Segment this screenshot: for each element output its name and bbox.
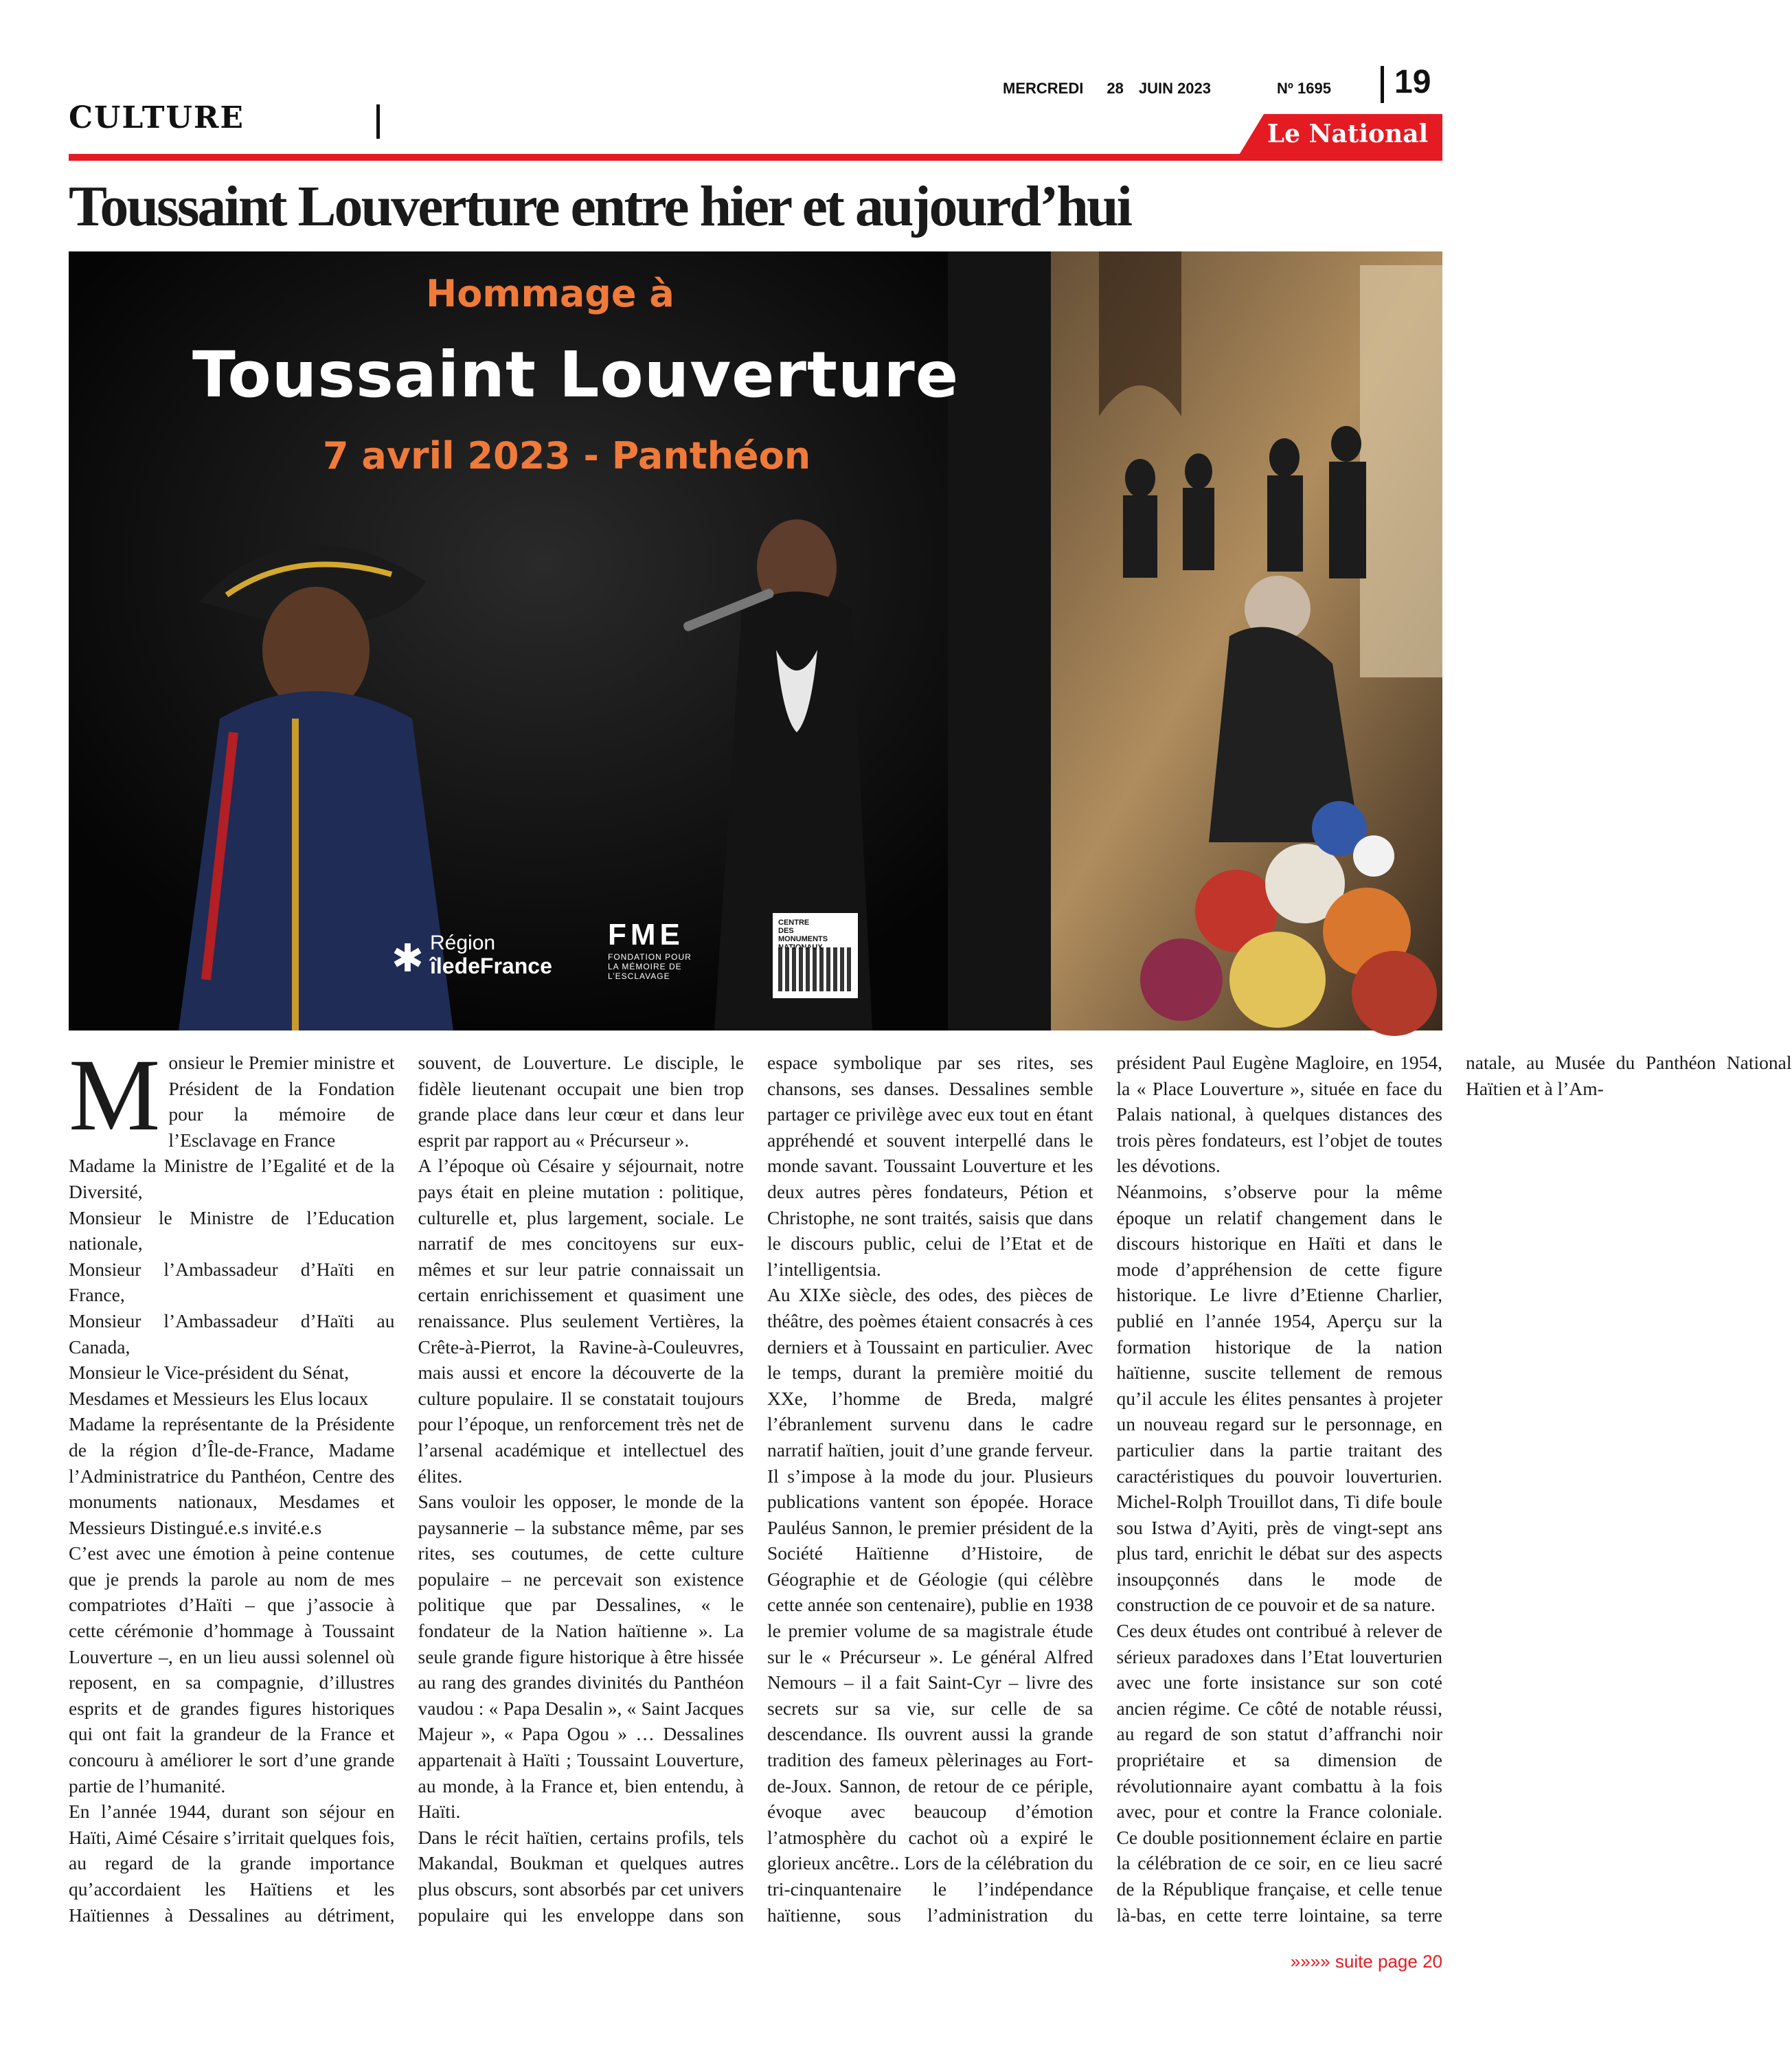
article-paragraph: Monsieur l’Ambassadeur d’Haïti au Canada, [69,1309,395,1358]
article-paragraph: Au XIXe siècle, des odes, des pièces de théâtre, des poèmes étaient consacrés à ces derniers et à Toussaint en particulier. Avec le temps, durant la première moitié du XXe, l’homme de Breda, malgré l’ébranlement survenu dans le cadre narratif haïtien, jouit d’une grande ferveur. Il s’impose à la mode du jour. Plusieurs publications vantent son épopée. Horace Pauléus Sannon, le premier président de la Société Haïtienne d’Histoire, de Géographie et de Géologie (qui célèbre cette année son centenaire), publie en 1938 le premier volume de sa magistrale étude sur le « Précurseur ». Le général Alfred Nemours – il a fait Saint-Cyr – livre des secrets sur sa vie, sur celle de sa descendance. Ils ouvrent aussi la grande tradition des fameux pèlerinages au Fort- de-Joux. Sannon, de retour de ce périple, évoque avec beaucoup d’émotion l’atmosphère du cachot où a expiré le glorieux ancêtre.. Lors de la célébration du tri-cinquantenaire le l’indépendance haïtienne, sous l’administration du président Paul Eugène Magloire, en 1954, la « Place Louverture », située en face du Palais national, à quelques distances des trois pères fondateurs, est l’objet de toutes les dévotions. [767,1052,1442,1926]
photo-caption-hommage: Hommage à [426,272,674,315]
article-paragraph: En l’année 1944, durant son séjour en Haïti, Aimé Césaire s’irritait quelques fois, au regard de la grande importance qu’accordaient les Haïtiens et les Haïtiennes à Dessalines au détriment, souvent, de Louverture. Le disciple, le fidèle lieutenant occupait une bien trop grande place dans leur cœur et dans leur esprit par rapport au « Précurseur ». [69,1052,744,1926]
issue-number: Nº 1695 [1277,80,1331,97]
paragraph-text: onsieur le Premier ministre et Président de la Fondation pour la mémoire de l’Esclavage en France [168,1052,395,1151]
article-paragraph: Monsieur le Ministre de l’Education nationale, [69,1206,395,1254]
article-paragraph: Mesdames et Messieurs les Elus locaux [69,1387,369,1409]
article-paragraph: A l’époque où Césaire y séjournait, notre pays était en pleine mutation : politique, culturelle et, plus largement, sociale. Le narratif de mes concitoyens sur eux-mêmes et sur leur patrie connaissait un certain enrichissement et quasiment une renaissance. Plus seulement Vertières, la Crête-à-Pierrot, la Ravine-à-Couleuvres, mais aussi et encore la découverte de la culture populaire. Il se constatait toujours pour l’époque, un renforcement très net de l’arsenal académique et intellectuel des élites. [418,1155,744,1487]
logo-fme-mark: FME [608,918,684,951]
page-number-divider [1381,66,1384,103]
continued-link[interactable]: »»»» suite page 20 [1290,1951,1442,1972]
article-paragraph [69,1038,395,1153]
article-paragraph: Monsieur le Vice-président du Sénat, [69,1362,349,1384]
logo-region-line2: îledeFrance [430,954,552,978]
star-icon: ✱ [392,936,424,980]
month-year: JUIN 2023 [1138,80,1212,97]
logo-cmn-line2: DES [778,927,794,935]
logo-fme-sub2: LA MÉMOIRE DE [608,962,682,971]
article-paragraph: Néanmoins, s’observe pour la même époque un relatif changement dans le discours historique en Haïti et dans le mode d’appréhension de cette figure historique. Le livre d’Etienne Charlier, publié en l’année 1954, Aperçu sur la formation historique de la nation haïtienne, suscite tellement de remous qu’il accule les élites pensantes à projeter un nouveau regard sur le personnage, en particulier dans la partie traitant des caractéristiques du pouvoir louverturien. Michel-Rolph Trouillot dans, Ti dife boule sou Istwa d’Ayiti, près de vingt-sept ans plus tard, enrichit le débat sur des aspects insoupçonnés dans le mode de construction de ce pouvoir et de sa nature. [1116,1180,1442,1616]
article-paragraph: Madame la Ministre de l’Egalité et de la Diversité, [69,1155,395,1202]
logo-region-line1: Région [430,932,496,954]
page-number: 19 [1394,64,1431,100]
logo-cmn-line1: CENTRE [778,919,810,927]
logo-cmn [773,913,858,998]
article-photo [69,251,1442,1030]
photo-caption-name: Toussaint Louverture [192,338,960,412]
day: MERCREDI [1003,80,1084,97]
article-paragraph: Madame la représentante de la Présidente de la région d’Île-de-France, Madame l’Administratrice du Panthéon, Centre des monuments nationaux, Mesdames et Messieurs Distingué.e.s invité.e.s [69,1413,395,1538]
logo-cmn-line3: MONUMENTS [778,935,828,943]
article-paragraph: Dans le récit haïtien, certains profils, tels Makandal, Boukman et quelques autres plus obscurs, sont absorbés par cet univers populaire qui les enveloppe dans son espace symbolique par ses rites, ses chansons, ses danses. Dessalines semble partager ce privilège avec eux tout en étant appréhendé et souvent interpellé dans le monde savant. Toussaint Louverture et les deux autres pères fondateurs, Pétion et Christophe, ne sont traités, saisis que dans le discours public, celui de l’Etat et de l’intelligentsia. [418,1052,1093,1926]
article-body [69,1038,1792,1950]
article-paragraph: Monsieur l’Ambassadeur d’Haïti en France, [69,1258,395,1306]
logo-cmn-text [778,919,828,951]
article-paragraph: C’est avec une émotion à peine contenue que je prends la parole au nom de mes compatriotes d’Haïti – que j’associe à cette cérémonie d’hommage à Toussaint Louverture –, en un lieu aussi solennel où reposent, en sa compagnie, d’illustres esprits et de grandes figures historiques qui ont fait la grandeur de la France et concouru à améliorer le sort d’une grande partie de l’humanité. [69,1542,395,1797]
logo-fme [608,918,692,981]
monument-pattern-icon [778,947,852,991]
header-red-rule [69,154,1442,161]
date-number: 28 [1107,80,1124,97]
logo-fme-sub1: FONDATION POUR [608,952,692,962]
article-paragraph: Ces deux études ont contribué à relever de sérieux paradoxes dans l’Etat louverturien avec une forte insistance sur son coté ancien régime. Ce côté de notable réussi, au regard de son statut d’affranchi noir propriétaire et sa dimension de révolutionnaire ayant combattu à la fois avec, pour et contre la France coloniale. Ce double positionnement éclaire en partie la célébration de ce soir, en ce lieu sacré de la République française, et celle tenue là-bas, en cette terre lointaine, sa terre natale, au Musée du Panthéon National Haïtien et à l’Am- [1116,1052,1792,1926]
brand-name: Le National [1267,120,1429,148]
section-label: CULTURE [69,100,245,135]
headline: Toussaint Louverture entre hier et aujourd’hui [69,174,1131,238]
logo-fme-sub3: L’ESCLAVAGE [608,971,670,981]
article-paragraph: Sans vouloir les opposer, le monde de la paysannerie – la substance même, par ses rites, ses coutumes, de cette culture populaire – ne percevait son existence politique que par Dessalines, « le fondateur de la Nation haïtienne ». La seule grande figure historique à être hissée au rang des grandes divinités du Panthéon vaudou : « Papa Desalin », « Saint Jacques Majeur », « Papa Ogou » … Dessalines appartenait à Haïti ; Toussaint Louverture, au monde, à la France et, bien entendu, à Haïti. [418,1491,744,1823]
issue-meta [1003,80,1331,98]
section-divider [376,104,380,139]
photo-caption-date: 7 avril 2023 - Panthéon [323,434,811,477]
drop-cap: M [69,1038,161,1152]
